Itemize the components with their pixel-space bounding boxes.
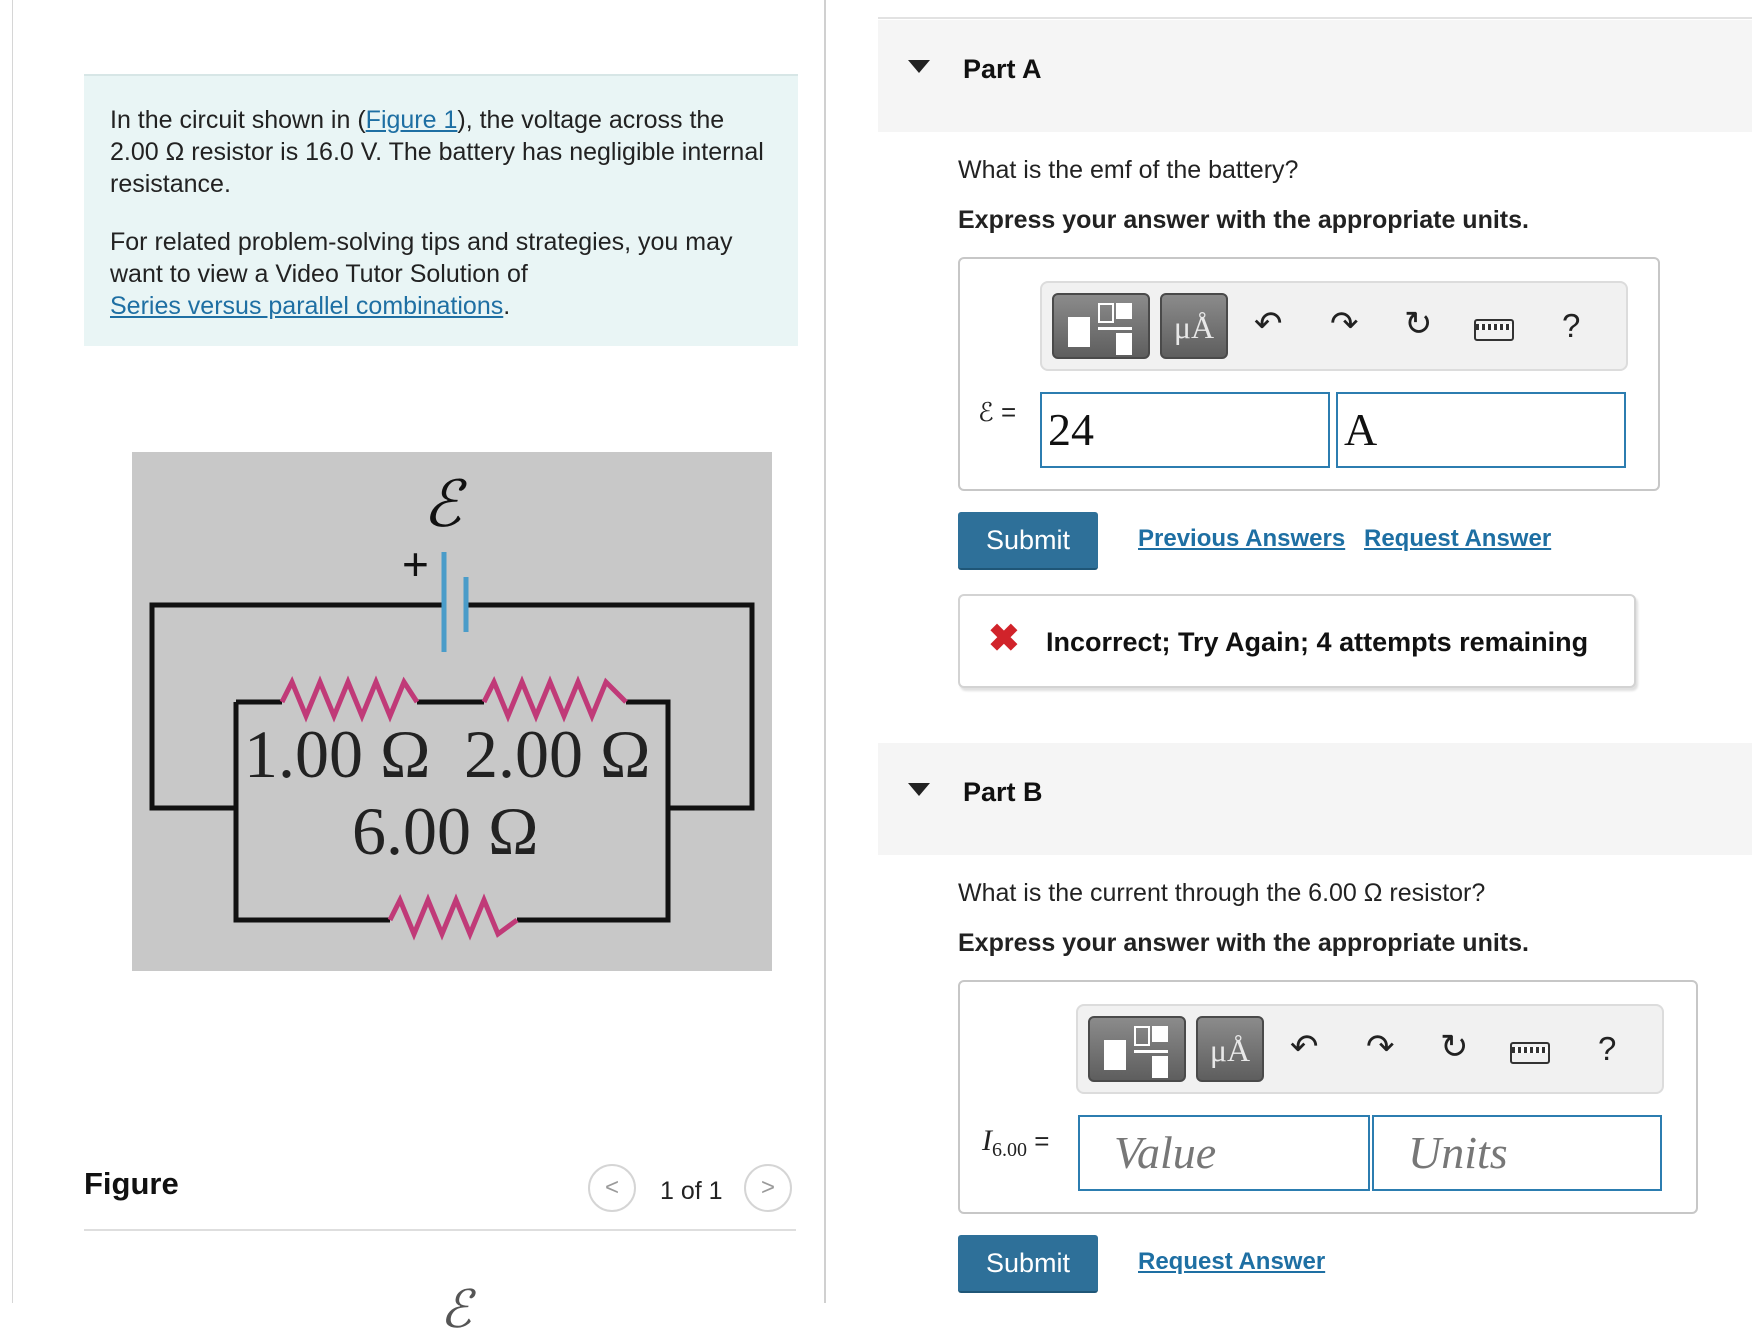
part-a-value-input[interactable]: 24	[1040, 392, 1330, 468]
part-b-toolbar	[1076, 1004, 1664, 1094]
figure-prev-button[interactable]	[588, 1164, 636, 1212]
figure-1-link[interactable]: Figure 1	[365, 106, 458, 134]
undo-icon[interactable]: ↶	[1290, 1028, 1319, 1066]
part-a-question: What is the emf of the battery?	[958, 156, 1299, 184]
chevron-right-icon: >	[760, 1174, 775, 1201]
column-divider[interactable]	[824, 0, 826, 1303]
r1-label: 1.00 Ω	[244, 716, 431, 792]
circuit-diagram	[132, 452, 772, 971]
reset-icon[interactable]: ↻	[1440, 1028, 1469, 1066]
figure-divider	[84, 1229, 796, 1231]
part-b-answer-box	[958, 980, 1698, 1214]
top-divider	[878, 17, 1752, 19]
part-b-question: What is the current through the 6.00 Ω resistor?	[958, 879, 1486, 907]
templates-button[interactable]	[1052, 293, 1150, 359]
resistor-2-ohm	[484, 682, 626, 716]
part-b-header[interactable]	[878, 743, 1752, 855]
templates-button[interactable]	[1088, 1016, 1186, 1082]
keyboard-icon[interactable]	[1510, 1042, 1550, 1064]
part-a-instruction: Express your answer with the appropriate units.	[958, 206, 1529, 234]
part-a-request-answer-link[interactable]: Request Answer	[1364, 525, 1552, 552]
reset-icon[interactable]: ↻	[1404, 305, 1433, 343]
left-edge-rule	[12, 0, 13, 1303]
undo-icon[interactable]: ↶	[1254, 305, 1283, 343]
redo-icon[interactable]: ↷	[1366, 1028, 1395, 1066]
help-icon[interactable]: ?	[1598, 1030, 1617, 1067]
resistor-6-ohm	[390, 900, 517, 934]
problem-paragraph-1: In the circuit shown in (Figure 1), the voltage across the 2.00 Ω resistor is 16.0 V. The battery has negligible internal resistance.	[110, 106, 764, 198]
part-a-header[interactable]	[878, 20, 1752, 132]
part-b-current-label: $I_{6.00}$ =	[982, 1124, 1050, 1162]
redo-icon[interactable]: ↷	[1330, 305, 1359, 343]
part-b-submit-button[interactable]: Submit	[958, 1235, 1098, 1293]
figure-next-button[interactable]	[744, 1164, 792, 1212]
video-tutor-link[interactable]: Series versus parallel combinations	[110, 292, 504, 320]
part-a-toolbar	[1040, 281, 1628, 371]
problem-paragraph-2: For related problem-solving tips and strategies, you may want to view a Video Tutor Solution of Series versus parallel combinations.	[110, 228, 733, 320]
part-b-request-answer-link[interactable]: Request Answer	[1138, 1248, 1326, 1275]
part-b-value-input[interactable]: Value	[1078, 1115, 1370, 1191]
next-figure-glimpse: ℰ	[440, 1281, 472, 1339]
feedback-message: Incorrect; Try Again; 4 attempts remaining	[1046, 627, 1589, 657]
help-icon[interactable]: ?	[1562, 307, 1581, 344]
units-button[interactable]: μÅ	[1160, 293, 1228, 359]
part-a-title: Part A	[963, 54, 1042, 84]
figure-pager-count: 1 of 1	[660, 1177, 723, 1205]
circuit-figure	[132, 452, 772, 971]
resistor-1-ohm	[282, 682, 417, 716]
part-b-instruction: Express your answer with the appropriate units.	[958, 929, 1529, 957]
battery-plus-label: +	[402, 538, 429, 590]
chevron-left-icon: <	[604, 1174, 619, 1201]
problem-statement	[84, 74, 798, 346]
caret-down-icon	[908, 783, 930, 796]
part-a-answer-box	[958, 257, 1660, 491]
keyboard-icon[interactable]	[1474, 319, 1514, 341]
caret-down-icon	[908, 60, 930, 73]
part-b-title: Part B	[963, 777, 1043, 807]
part-a-feedback	[958, 594, 1636, 688]
figure-heading: Figure	[84, 1166, 179, 1201]
units-button[interactable]: μÅ	[1196, 1016, 1264, 1082]
r2-label: 2.00 Ω	[464, 716, 651, 792]
part-a-submit-button[interactable]: Submit	[958, 512, 1098, 570]
part-b-units-input[interactable]: Units	[1372, 1115, 1662, 1191]
emf-label: ℰ	[422, 468, 462, 542]
previous-answers-link[interactable]: Previous Answers	[1138, 525, 1346, 552]
part-a-emf-label: ℰ =	[978, 397, 1017, 427]
incorrect-x-icon: ✖	[988, 618, 1020, 660]
r3-label: 6.00 Ω	[352, 793, 539, 869]
part-a-units-input[interactable]: A	[1336, 392, 1626, 468]
